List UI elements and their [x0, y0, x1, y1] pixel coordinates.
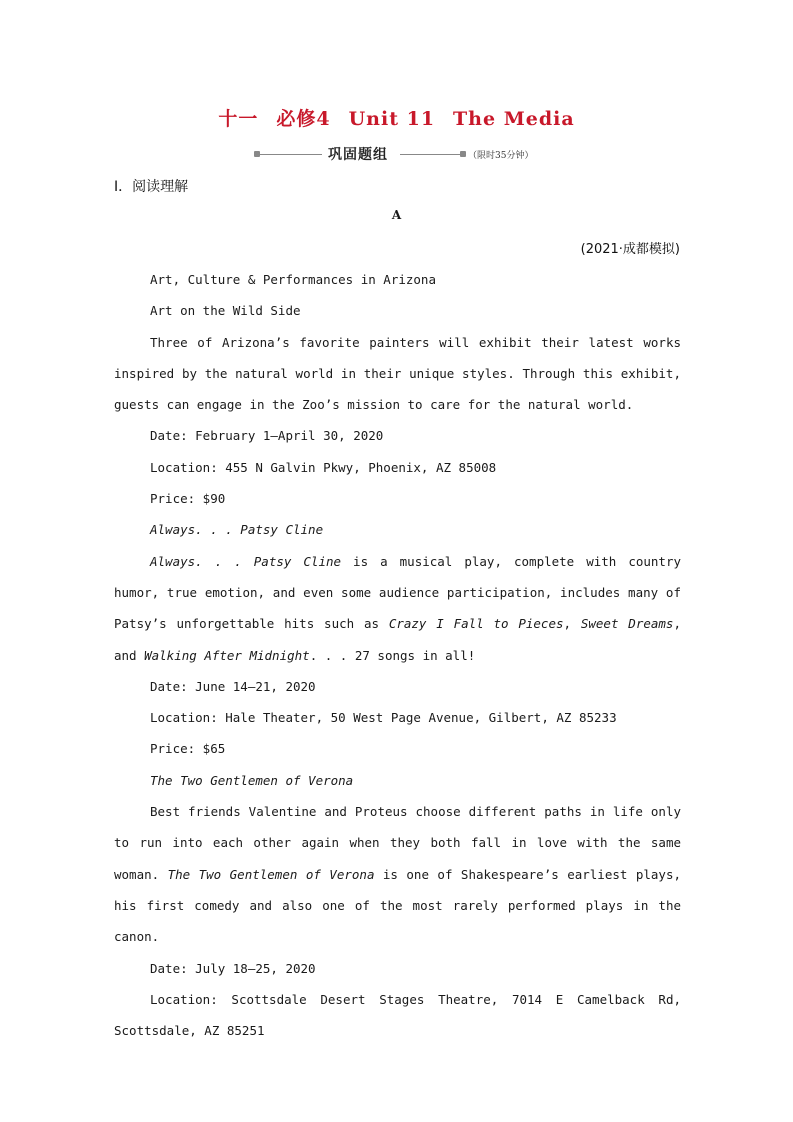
inline-play-title: The Two Gentlemen of Verona — [167, 866, 375, 882]
show-verona-description — [114, 796, 681, 952]
time-limit: （限时35分钟） — [468, 151, 534, 161]
subtitle-bar — [0, 144, 793, 164]
exhibit-description: Three of Arizona’s favorite painters will exhibit their latest works inspired by the natural world in their unique styles. Through this exhibit, guests can engage in the Zoo’s mission to care for the natural world. — [114, 334, 681, 413]
heading-arizona: Art, Culture & Performances in Arizona — [150, 272, 436, 287]
description-text: Best friends Valentine and Proteus choose different paths in life only to run into each other again when they both fall in love with the same woman. — [114, 804, 681, 882]
show-patsy-title: Always. . . Patsy Cline — [150, 522, 324, 538]
show-patsy-price: Price: $65 — [150, 741, 226, 757]
song-title: Walking After Midnight — [144, 647, 310, 663]
show-patsy-location: Location: Hale Theater, 50 West Page Avenue, Gilbert, AZ 85233 — [150, 710, 617, 726]
exhibit-date: Date: February 1—April 30, 2020 — [150, 428, 384, 444]
show-verona-location: Location: Scottsdale Desert Stages Theatre, 7014 E Camelback Rd, Scottsdale, AZ 85251 — [114, 991, 681, 1039]
description-text: is a musical play, complete with country humor, true emotion, and even some audience participation, includes many of Patsy’s unforgettable hits such as — [114, 553, 681, 632]
show-verona-title: The Two Gentlemen of Verona — [150, 772, 354, 788]
title-topic: The Media — [453, 108, 575, 130]
title-book: 必修4 — [276, 108, 331, 130]
song-title: Crazy I Fall to Pieces — [388, 616, 564, 632]
rule-right — [400, 154, 460, 155]
passage-body — [114, 264, 681, 1046]
separator: , and — [114, 616, 681, 663]
show-patsy-date: Date: June 14—21, 2020 — [150, 678, 316, 694]
show-patsy-description — [114, 546, 681, 671]
passage-label: A — [391, 208, 402, 222]
heading-wild-side: Art on the Wild Side — [150, 303, 301, 319]
separator: , — [563, 616, 581, 632]
exhibit-location: Location: 455 N Galvin Pkwy, Phoenix, AZ 85008 — [150, 459, 497, 475]
song-title: Sweet Dreams — [580, 616, 674, 632]
description-text: . . . 27 songs in all! — [309, 647, 476, 663]
inline-play-title: Always. . . Patsy Cline — [150, 553, 342, 569]
rule-left — [260, 154, 322, 155]
page-title — [0, 104, 793, 131]
description-text: is one of Shakespeare’s earliest plays, his first comedy and also one of the most rarely performed plays in the canon. — [114, 866, 681, 945]
exhibit-price: Price: $90 — [150, 491, 226, 507]
subtitle: 巩固题组 — [328, 147, 388, 163]
section-heading: Ⅰ．阅读理解 — [114, 179, 189, 195]
title-unit: Unit 11 — [348, 108, 436, 130]
passage-source: (2021·成都模拟) — [580, 242, 680, 257]
rule-right-dot — [460, 151, 466, 157]
show-verona-date: Date: July 18—25, 2020 — [150, 960, 316, 976]
title-number: 十一 — [218, 108, 259, 130]
